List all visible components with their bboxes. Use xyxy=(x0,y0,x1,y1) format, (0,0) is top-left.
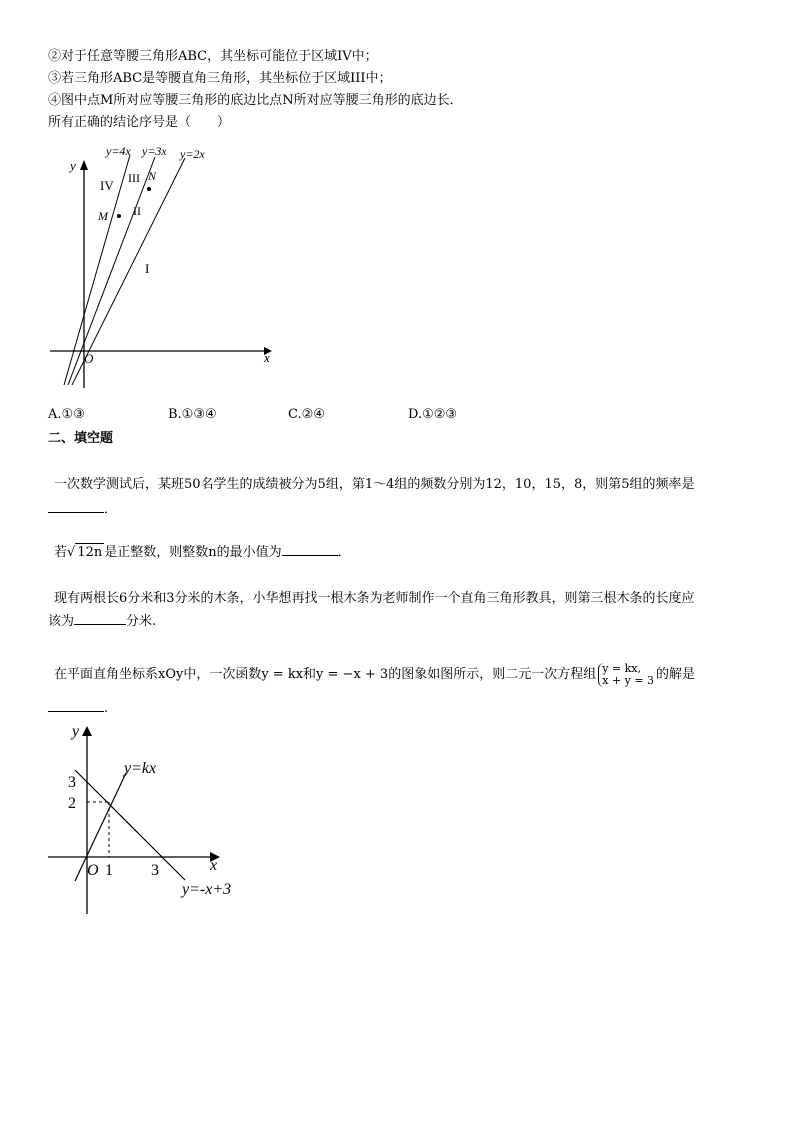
fill-q4-tail: . xyxy=(104,701,109,716)
label-y-neg-x-plus-3: y=-x+3 xyxy=(182,881,232,898)
fill-q2-text: 若√ 12n 是正整数，则整数n的最小值为 ． xyxy=(54,541,351,562)
fill-q2-tail: ． xyxy=(337,545,351,560)
fill-q2-pre: 若 xyxy=(54,545,68,560)
option-a: A.①③ xyxy=(48,407,85,422)
option-b: B.①③④ xyxy=(168,407,217,422)
axis-x-label: x xyxy=(210,857,218,874)
tick-x-1: 1 xyxy=(105,862,113,879)
fill-q3-line2-post: 分米. xyxy=(126,614,157,629)
answer-blank-q4[interactable] xyxy=(48,697,104,712)
regions-figure xyxy=(50,140,290,395)
section-title: 二、填空题 xyxy=(48,431,114,446)
equation-1: y = kx, xyxy=(602,661,641,675)
origin-label: O xyxy=(84,351,94,366)
equation-2: x + y = 3 xyxy=(602,673,655,687)
linear-functions-figure xyxy=(40,718,260,918)
line-ykx xyxy=(75,773,126,881)
label-y3x: y=3x xyxy=(142,144,167,158)
fill-q1-text: 一次数学测试后，某班50名学生的成绩被分为5组，第1～4组的频数分别为12，10，15，8，则第5组的频率是 xyxy=(54,477,695,492)
y-axis-arrow xyxy=(80,160,88,170)
axis-y-label: y xyxy=(70,158,76,173)
fill-q1-answer-line xyxy=(48,498,117,519)
label-y2x: y=2x xyxy=(180,147,205,161)
fill-q2-post: 是正整数，则整数n的最小值为 xyxy=(104,545,282,560)
fill-q4-text xyxy=(54,662,695,688)
answer-blank-q3[interactable] xyxy=(74,610,126,625)
equation-system xyxy=(598,663,654,687)
fill-q4-post: 的解是 xyxy=(656,667,696,682)
fill-q2-radicand: 12n xyxy=(77,545,103,560)
point-N xyxy=(147,187,151,191)
axis-y-label: y xyxy=(72,723,80,740)
fill-q1-tail: ． xyxy=(104,502,118,517)
point-M xyxy=(117,214,121,218)
question-prompt: 所有正确的结论序号是（ ） xyxy=(48,115,231,130)
region-II: II xyxy=(133,204,141,218)
origin-label: O xyxy=(87,862,99,879)
point-N-label: N xyxy=(148,169,157,183)
point-M-label: M xyxy=(98,209,108,223)
statement-3: ③若三角形ABC是等腰直角三角形，其坐标位于区域III中； xyxy=(48,71,392,86)
region-III: III xyxy=(128,171,140,185)
y-axis-arrow xyxy=(82,726,92,736)
statement-2: ②对于任意等腰三角形ABC，其坐标可能位于区域IV中； xyxy=(48,49,378,64)
fill-q3-line1: 现有两根长6分米和3分米的木条，小华想再找一根木条为老师制作一个直角三角形教具，则第三根木条的长度应 xyxy=(54,591,695,606)
axis-x-label: x xyxy=(264,350,270,365)
tick-x-3: 3 xyxy=(151,862,159,879)
answer-blank-q1[interactable] xyxy=(48,498,104,513)
tick-y-3: 3 xyxy=(68,774,76,791)
fill-q4-answer-line xyxy=(48,697,108,718)
statement-4: ④图中点M所对应等腰三角形的底边比点N所对应等腰三角形的底边长． xyxy=(48,93,463,108)
answer-blank-q2[interactable] xyxy=(282,541,338,556)
tick-y-2: 2 xyxy=(68,795,76,812)
option-c: C.②④ xyxy=(288,407,325,422)
fill-q4-pre: 在平面直角坐标系xOy中，一次函数y = kx和y = −x + 3的图象如图所示，则二元一次方程组 xyxy=(54,667,597,682)
option-d: D.①②③ xyxy=(408,407,458,422)
fill-q3-line2 xyxy=(48,610,156,631)
region-I: I xyxy=(145,261,150,276)
label-ykx: y=kx xyxy=(124,760,157,777)
label-y4x: y=4x xyxy=(106,144,131,158)
fill-q3-line2-pre: 该为 xyxy=(48,614,75,629)
region-IV: IV xyxy=(100,178,114,193)
